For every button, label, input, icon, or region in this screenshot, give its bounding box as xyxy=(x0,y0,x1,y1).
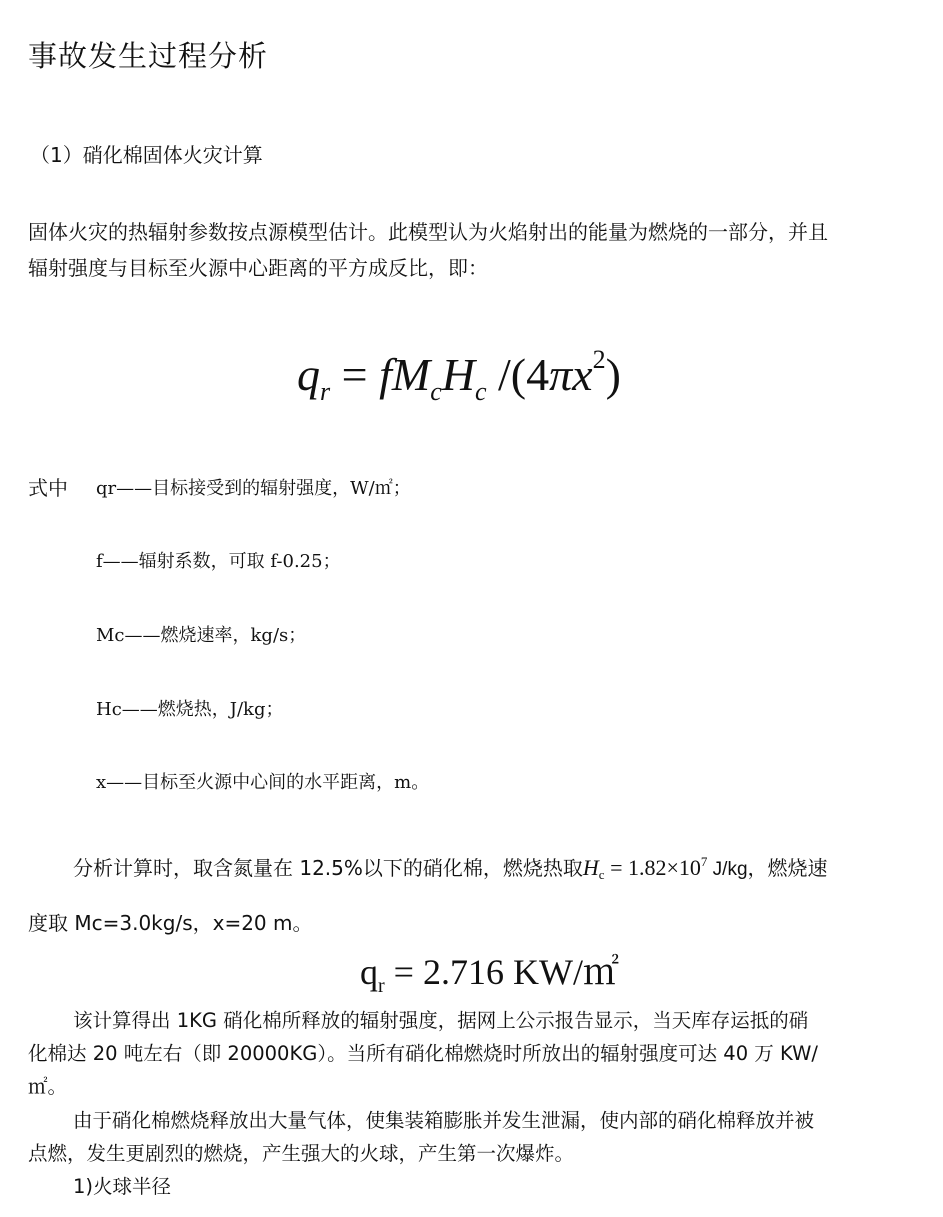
formula-lhs: q xyxy=(297,349,320,400)
radiation-formula xyxy=(297,345,621,407)
def-x: x——目标至火源中心间的水平距离，m。 xyxy=(96,772,430,793)
defs-prefix: 式中 xyxy=(28,476,68,500)
calc-line-1 xyxy=(73,852,828,883)
calc-h-sub: c xyxy=(598,867,605,882)
intro-line-1: 固体火灾的热辐射参数按点源模型估计。此模型认为火焰射出的能量为燃烧的一部分，并且 xyxy=(28,220,828,244)
gas-line-2: 点燃，发生更剧烈的燃烧，产生强大的火球，产生第一次爆炸。 xyxy=(28,1142,575,1165)
gas-paragraph xyxy=(28,1104,918,1203)
result-line-1: 该计算得出 1KG 硝化棉所释放的辐射强度，据网上公示报告显示，当天库存运抵的硝 xyxy=(73,1009,809,1032)
def-f: f——辐射系数，可取 f-0.25； xyxy=(96,551,341,572)
formula-eq: = xyxy=(330,349,380,400)
result-paragraph xyxy=(28,1004,918,1103)
result-rhs: = 2.716 KW/㎡ xyxy=(384,952,619,992)
def-hc: Hc——燃烧热，J/kg； xyxy=(96,699,284,720)
formula-sup: 2 xyxy=(592,345,606,374)
formula-h-sub: c xyxy=(474,377,487,406)
calc-inline-formula xyxy=(583,855,748,880)
result-lhs-sub: r xyxy=(378,975,385,997)
formula-rest: /(4 xyxy=(486,349,550,400)
calc-text-b: ，燃烧速 xyxy=(747,856,828,880)
intro-paragraph xyxy=(28,214,918,286)
result-line-3: ㎡。 xyxy=(28,1075,68,1098)
formula-pi: π xyxy=(549,349,573,400)
formula-lhs-sub: r xyxy=(320,377,331,406)
formula-close: ) xyxy=(605,349,621,400)
calc-line-2: 度取 Mc=3.0kg/s，x=20 m。 xyxy=(28,911,313,935)
calc-eq: = 1.82×10 xyxy=(604,855,701,880)
result-line-2: 化棉达 20 吨左右（即 20000KG）。当所有硝化棉燃烧时所放出的辐射强度可达 40 万 KW/ xyxy=(28,1042,818,1065)
formula-f: f xyxy=(379,349,392,400)
item-fireball-radius: 1)火球半径 xyxy=(73,1175,172,1198)
section-heading: （1）硝化棉固体火灾计算 xyxy=(30,143,263,167)
calc-unit: J/kg xyxy=(707,859,748,880)
formula-x: x xyxy=(572,349,593,400)
intro-line-2: 辐射强度与目标至火源中心距离的平方成反比，即： xyxy=(28,256,488,280)
page-title: 事故发生过程分析 xyxy=(28,39,269,73)
formula-h: H xyxy=(441,349,475,400)
calc-text-a: 分析计算时，取含氮量在 12.5%以下的硝化棉，燃烧热取 xyxy=(73,856,583,880)
result-formula xyxy=(360,944,619,998)
calc-sup: 7 xyxy=(700,854,708,869)
formula-m: M xyxy=(391,349,431,400)
calc-h: H xyxy=(582,855,599,880)
result-lhs: q xyxy=(360,952,378,992)
def-qr: qr——目标接受到的辐射强度，W/㎡； xyxy=(96,478,411,499)
def-mc: Mc——燃烧速率，kg/s； xyxy=(96,625,307,646)
formula-m-sub: c xyxy=(430,377,442,406)
gas-line-1: 由于硝化棉燃烧释放出大量气体，使集装箱膨胀并发生泄漏，使内部的硝化棉释放并被 xyxy=(73,1109,815,1132)
